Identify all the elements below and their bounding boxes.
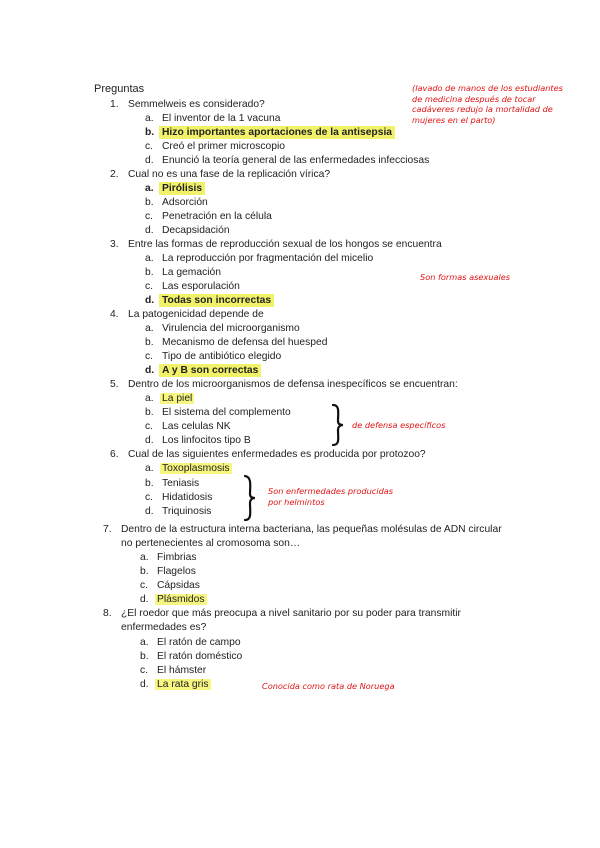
q6-option-b: b. Teniasis bbox=[145, 478, 200, 489]
q8-option-a: a. El ratón de campo bbox=[140, 637, 241, 648]
q5-option-c: c. Las celulas NK bbox=[145, 421, 231, 432]
q8-option-c: c. El hámster bbox=[140, 665, 207, 676]
q7-option-c: c. Cápsidas bbox=[140, 580, 200, 591]
q2-option-b: b. Adsorción bbox=[145, 197, 208, 208]
note-q1: (lavado de manos de los estudiantes de medicina después de tocar cadáveres redujo la mortalidad de mujeres en el parto) bbox=[412, 83, 563, 125]
note-q6: Son enfermedades producidas por helmintos bbox=[268, 486, 394, 507]
answer-highlight: Toxoplasmosis bbox=[162, 463, 230, 474]
answer-highlight: Plásmidos bbox=[157, 594, 205, 605]
q5-option-b: b. El sistema del complemento bbox=[145, 407, 291, 418]
q5-option-a-answer: a. La piel bbox=[145, 393, 193, 404]
note-q3: Son formas asexuales bbox=[420, 272, 511, 282]
q5-option-d: d. Los linfocitos tipo B bbox=[145, 435, 251, 446]
question-8-cont: enfermedades es? bbox=[121, 622, 207, 633]
q3-option-a: a. La reproducción por fragmentación del micelio bbox=[145, 253, 374, 264]
brace-q6 bbox=[242, 474, 258, 522]
q6-option-a-answer: a. Toxoplasmosis bbox=[145, 463, 230, 474]
q8-option-b: b. El ratón doméstico bbox=[140, 651, 243, 662]
q4-option-a: a. Virulencia del microorganismo bbox=[145, 323, 300, 334]
note-q8: Conocida como rata de Noruega bbox=[262, 681, 395, 691]
question-2: 2. Cual no es una fase de la replicación vírica? bbox=[110, 169, 331, 180]
answer-highlight: A y B son correctas bbox=[162, 365, 259, 376]
q3-option-d-answer: d. Todas son incorrectas bbox=[145, 295, 272, 306]
question-3: 3. Entre las formas de reproducción sexual de los hongos se encuentra bbox=[110, 239, 442, 250]
question-6: 6. Cual de las siguientes enfermedades es producida por protozoo? bbox=[110, 449, 426, 460]
question-7-cont: no pertenecientes al cromosoma son… bbox=[121, 538, 301, 549]
q1-option-a: a. El inventor de la 1 vacuna bbox=[145, 113, 281, 124]
question-4: 4. La patogenicidad depende de bbox=[110, 309, 264, 320]
q4-option-b: b. Mecanismo de defensa del huesped bbox=[145, 337, 328, 348]
answer-highlight: Hizo importantes aportaciones de la antisepsia bbox=[162, 127, 393, 138]
q2-option-c: c. Penetración en la célula bbox=[145, 211, 272, 222]
note-q5: de defensa específicos bbox=[352, 420, 446, 430]
q4-option-d-answer: d. A y B son correctas bbox=[145, 365, 259, 376]
page-title: Preguntas bbox=[94, 83, 145, 95]
q1-option-b-answer: b. Hizo importantes aportaciones de la antisepsia bbox=[145, 127, 393, 138]
q7-option-a: a. Fimbrias bbox=[140, 552, 197, 563]
question-1: 1. Semmelweis es considerado? bbox=[110, 99, 265, 110]
q8-option-d-answer: d. La rata gris bbox=[140, 679, 209, 690]
question-5: 5. Dentro de los microorganismos de defensa inespecíficos se encuentran: bbox=[110, 379, 458, 390]
answer-highlight: Pirólisis bbox=[162, 183, 203, 194]
q1-option-c: c. Creó el primer microscopio bbox=[145, 141, 286, 152]
q2-option-a-answer: a. Pirólisis bbox=[145, 183, 203, 194]
q3-option-b: b. La gemación bbox=[145, 267, 221, 278]
question-7: 7. Dentro de la estructura interna bacteriana, las pequeñas molésulas de ADN circular bbox=[103, 524, 502, 535]
q7-option-d-answer: d. Plásmidos bbox=[140, 594, 205, 605]
answer-highlight: La rata gris bbox=[157, 679, 209, 690]
q6-option-d: d. Triquinosis bbox=[145, 506, 212, 517]
q1-option-d: d. Enunció la teoría general de las enfermedades infecciosas bbox=[145, 155, 430, 166]
answer-highlight: La piel bbox=[162, 393, 193, 404]
answer-highlight: Todas son incorrectas bbox=[162, 295, 272, 306]
q2-option-d: d. Decapsidación bbox=[145, 225, 230, 236]
question-8: 8. ¿El roedor que más preocupa a nivel sanitario por su poder para transmitir bbox=[103, 608, 461, 619]
q6-option-c: c. Hidatidosis bbox=[145, 492, 213, 503]
q7-option-b: b. Flagelos bbox=[140, 566, 196, 577]
q4-option-c: c. Tipo de antibiótico elegido bbox=[145, 351, 282, 362]
brace-q5 bbox=[330, 403, 346, 447]
q3-option-c: c. Las esporulación bbox=[145, 281, 240, 292]
